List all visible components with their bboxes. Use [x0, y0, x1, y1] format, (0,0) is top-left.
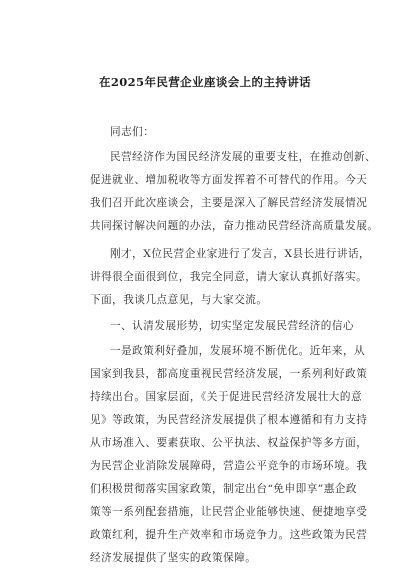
body-line: 共同探讨解决问题的办法，奋力推动民营经济高质量发展。 [90, 220, 379, 232]
body-line: 刚才，X位民营企业家进行了发言，X县长进行讲话， [110, 248, 371, 260]
body-line: 民营经济作为国民经济发展的重要支柱，在推动创新、 [110, 151, 377, 163]
body-line: 从市场准入、要素获取、公平执法、权益保护等多方面， [90, 437, 368, 449]
section-heading: 一、认清发展形势，切实坚定发展民营经济的信心 [110, 320, 355, 332]
body-line: 促进就业、增加税收等方面发挥着不可替代的作用。今天 [90, 174, 368, 186]
body-line: 一是政策利好叠加，发展环境不断优化。近年来，从 [110, 345, 366, 357]
body-line: 们积极贯彻落实国家政策，制定出台“免申即享”惠企政 [90, 483, 357, 495]
greeting: 同志们： [110, 126, 155, 138]
body-line: 我们召开此次座谈会，主要是深入了解民营经济发展情况 [90, 197, 368, 209]
body-line: 持续出台。国家层面，《关于促进民营经济发展壮大的意 [90, 391, 363, 403]
body-line: 见》等政策，为民营经济发展提供了根本遵循和有力支持 [90, 414, 368, 426]
body-line: 经济发展提供了坚实的政策保障。 [90, 552, 257, 564]
document-title: 在2025年民营企业座谈会上的主持讲话 [98, 75, 312, 89]
body-line: 策等一系列配套措施，让民营企业能够快速、便捷地享受 [90, 506, 368, 518]
body-line: 为民营企业消除发展障碍，营造公平竞争的市场环境。我 [90, 460, 368, 472]
body-line: 政策红利，提升生产效率和市场竞争力。这些政策为民营 [90, 529, 368, 541]
body-line: 讲得很全面很到位，我完全同意，请大家认真抓好落实。 [90, 271, 368, 283]
body-line: 国家到我县，都高度重视民营经济发展，一系列利好政策 [90, 368, 368, 380]
body-line: 下面，我谈几点意见，与大家交流。 [90, 294, 268, 306]
